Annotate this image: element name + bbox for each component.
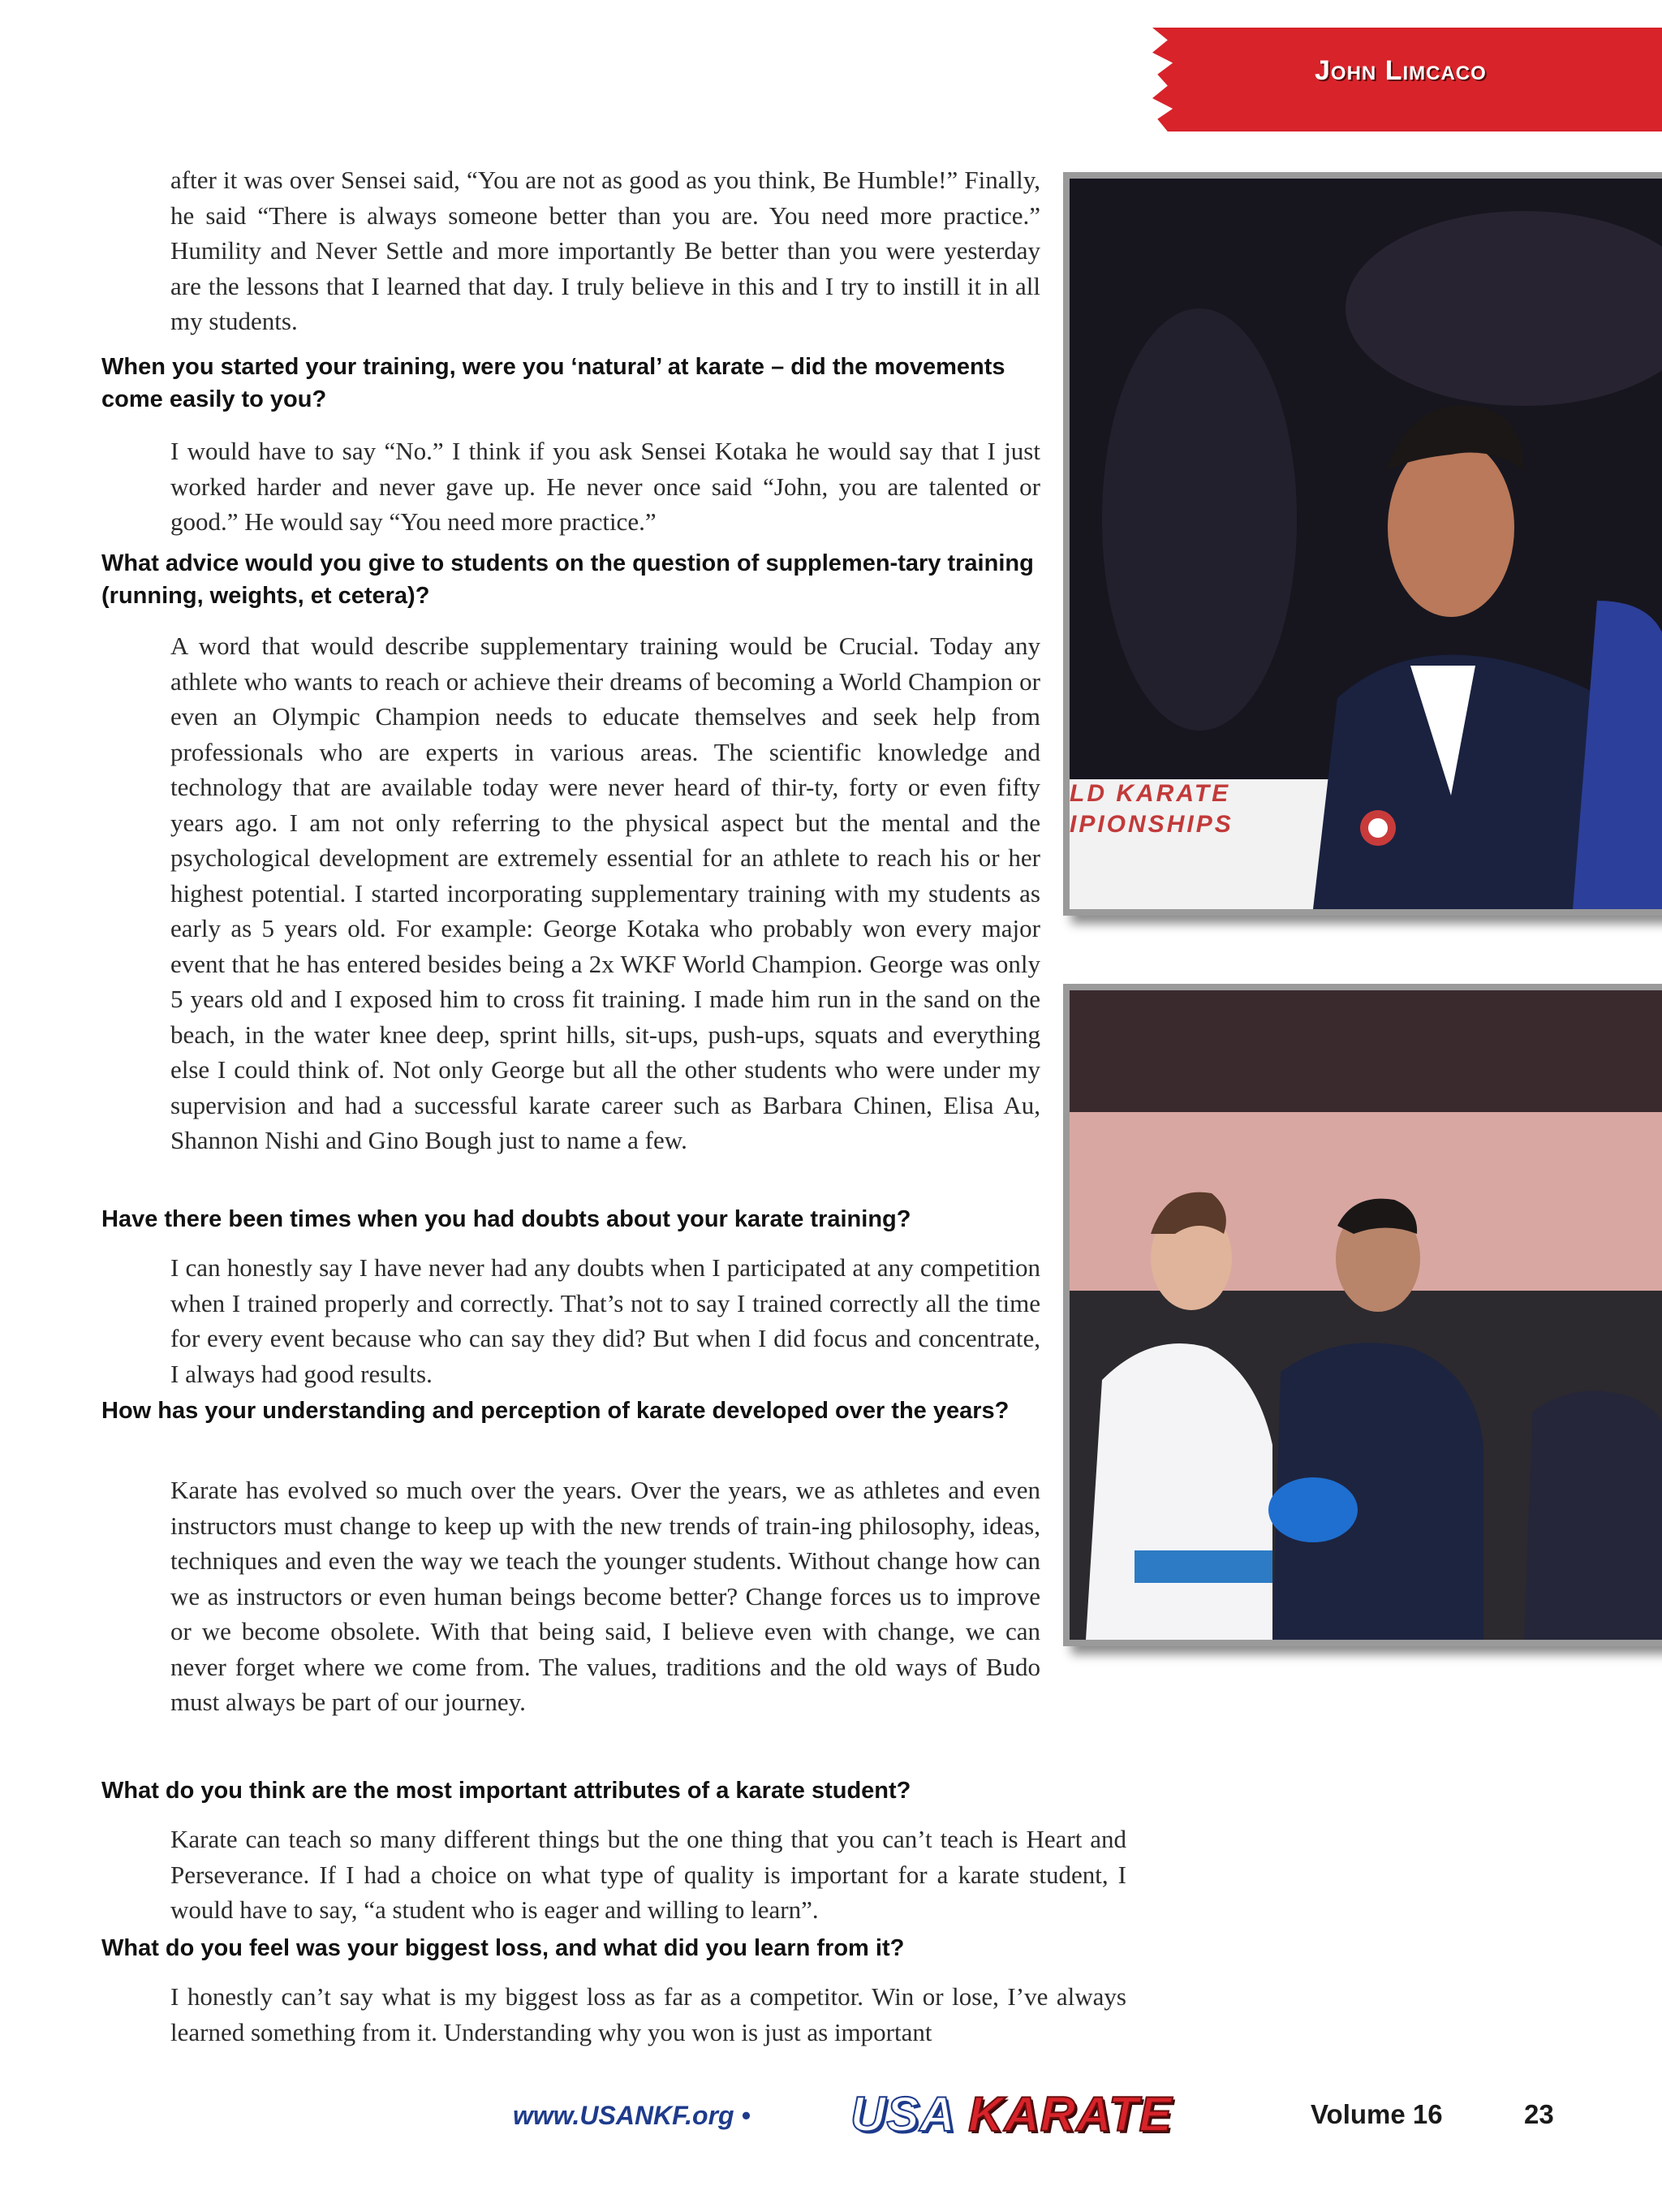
- photo-banner-text: LD KARATE: [1070, 780, 1231, 807]
- page-number: 23: [1524, 2099, 1554, 2129]
- question-heading: What do you think are the most important attributes of a karate student?: [101, 1778, 911, 1804]
- logo-usa-text: USA: [850, 2087, 954, 2141]
- question-heading: What advice would you give to students on the question of supplemen-tary training (running, weights, et cetera)?: [101, 550, 1034, 609]
- answer-paragraph: I would have to say “No.” I think if you ask Sensei Kotaka he would say that I just worked harder and never gave up. He never once said “John, you are talented or good.” He would say “You need more practice.”: [170, 437, 1040, 536]
- answer-paragraph: after it was over Sensei said, “You are not as good as you think, Be Humble!” Finally, he said “There is always someone better than you are. You need more practice.” Humility and Never Settle and more importantly Be better than you were yesterday are the lessons that I learned that day. I truly believe in this and I try to instill it in all my students.: [170, 166, 1040, 335]
- answer-paragraph: A word that would describe supplementary training would be Crucial. Today any athlete who wants to reach or achieve their dreams of becoming a World Champion or even an Olympic Champion needs to educate themselves and seek help from professionals who are experts in various areas. The scientific knowledge and technology that are available today were never heard of thir-ty, forty or even fifty years ago. I am not only referring to the physical aspect but the mental and the psychological development are extremely essential for an athlete to reach his or her highest potential. I started incorporating supplementary training with my students as early as 5 years old. For example: George Kotaka who probably won every major event that he has entered besides being a 2x WKF World Champion. George was only 5 years old and I exposed him to cross fit training. I made him run in the sand on the beach, in the water knee deep, sprint hills, sit-ups, push-ups, squats and everything else I could think of. Not only George but all the other students who were under my supervision and had a successful karate career such as Barbara Chinen, Elisa Au, Shannon Nishi and Gino Bough just to name a few.: [170, 632, 1040, 1154]
- photo-coach-profile: [1063, 172, 1662, 916]
- answer-paragraph: I honestly can’t say what is my biggest loss as far as a competitor. Win or lose, I’ve always learned something from it. Understanding why you won is just as important: [170, 1982, 1126, 2046]
- photo-coach-with-athlete: [1063, 984, 1662, 1646]
- logo-karate-text: KARATE: [968, 2087, 1173, 2141]
- photo-image: [1070, 990, 1662, 1640]
- photo-illustration: [1070, 990, 1662, 1640]
- photo-banner-text: IPIONSHIPS: [1070, 811, 1234, 838]
- answer-paragraph: Karate has evolved so much over the years. Over the years, we as athletes and even instructors must change to keep up with the new trends of train-ing philosophy, ideas, techniques and even the way we teach the younger students. Without change how can we as instructors or even human beings become better? Change forces us to improve or we become obsolete. With that being said, I believe even with change, we can never forget where we come from. The values, traditions and the old ways of Budo must always be part of our journey.: [170, 1476, 1040, 1716]
- question-heading: Have there been times when you had doubts about your karate training?: [101, 1206, 911, 1232]
- question-heading: What do you feel was your biggest loss, and what did you learn from it?: [101, 1935, 905, 1961]
- question-heading: When you started your training, were you ‘natural’ at karate – did the movements come easily to you?: [101, 354, 1005, 412]
- footer-volume: Volume 16: [1311, 2099, 1443, 2129]
- answer-paragraph: Karate can teach so many different things but the one thing that you can’t teach is Heart and Perseverance. If I had a choice on what type of quality is important for a karate student, I would have to say, “a student who is eager and willing to learn”.: [170, 1825, 1126, 1924]
- photo-image: [1070, 179, 1662, 909]
- question-heading: How has your understanding and perception of karate developed over the years?: [101, 1398, 1010, 1424]
- author-name-header: John Limcaco: [1315, 55, 1487, 86]
- footer-website-url[interactable]: www.USANKF.org •: [513, 2101, 751, 2130]
- answer-paragraph: I can honestly say I have never had any doubts when I participated at any competition when I trained properly and correctly. That’s not to say I trained correctly all the time for every event because who can say they did? But when I did focus and concentrate, I always had good results.: [170, 1253, 1040, 1388]
- usa-karate-logo: [850, 2086, 1173, 2142]
